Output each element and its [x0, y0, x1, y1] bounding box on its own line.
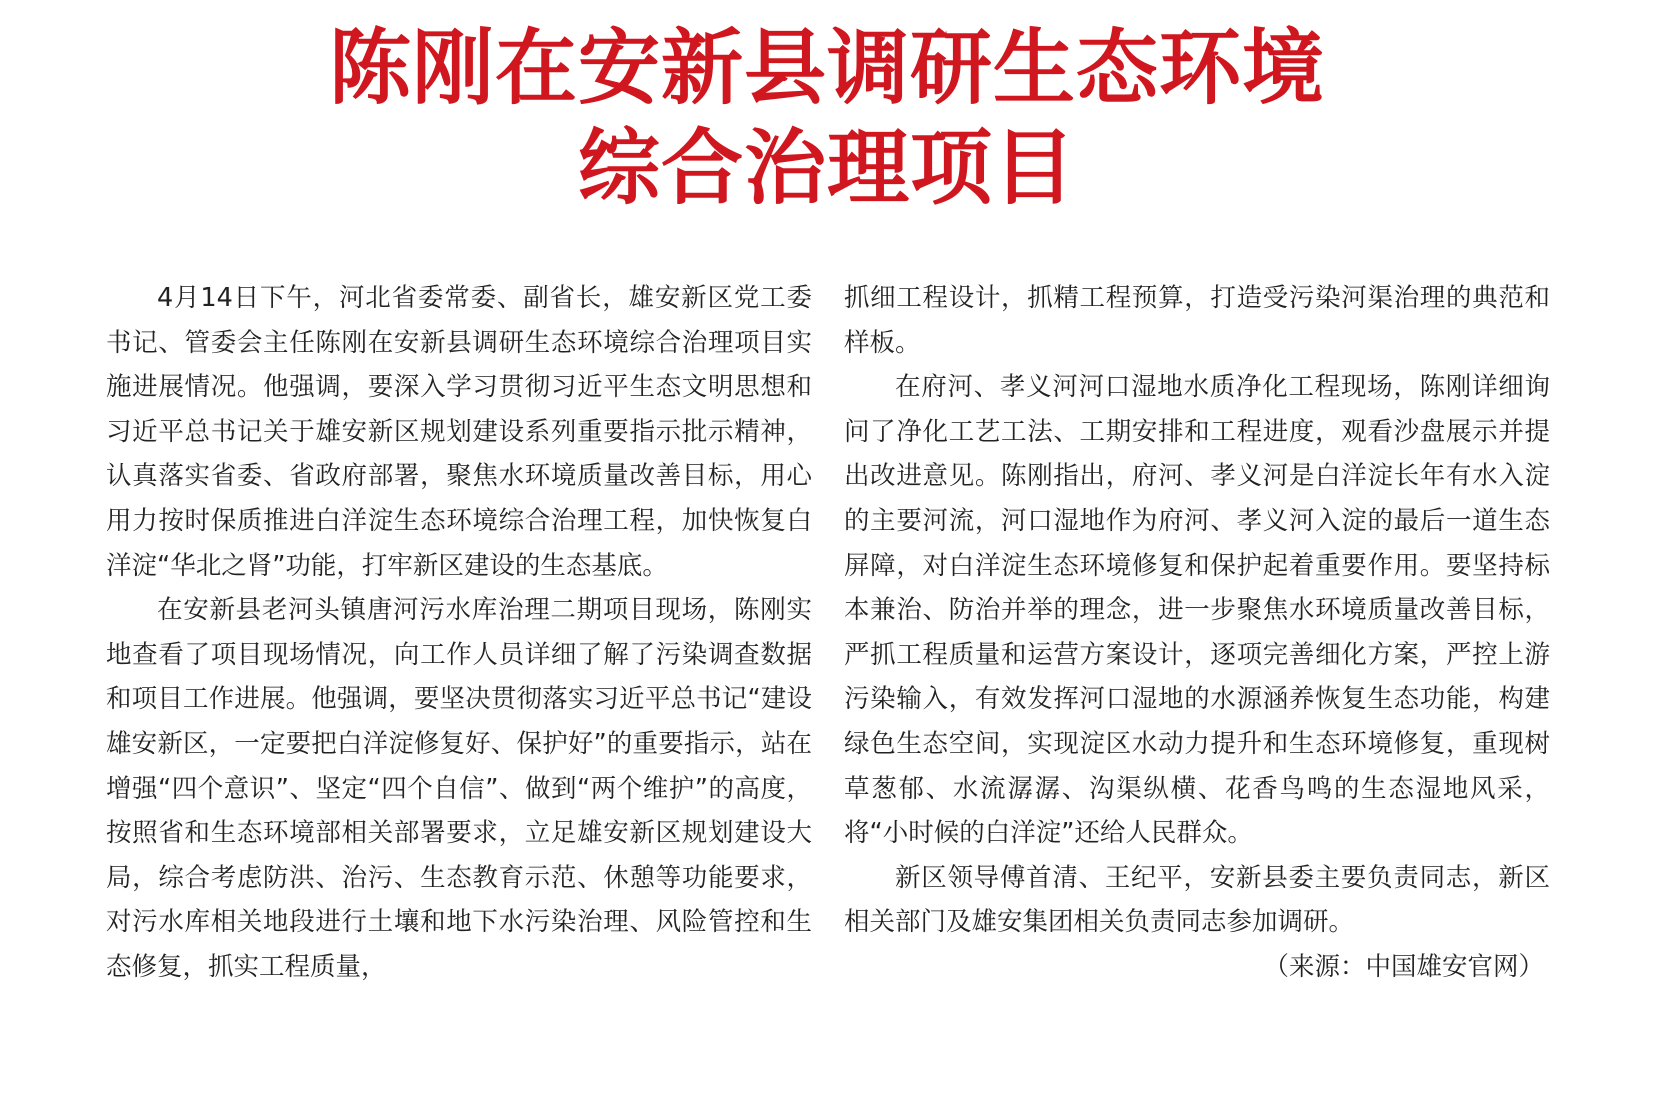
- headline: [0, 18, 1654, 218]
- article-column-left: [106, 276, 812, 990]
- article-paragraph: 新区领导傅首清、王纪平，安新县委主要负责同志，新区相关部门及雄安集团相关负责同志参加调研。: [844, 862, 1550, 938]
- article-source: （来源：中国雄安官网）: [1263, 951, 1544, 982]
- headline-line-2: 综合治理项目: [577, 120, 1076, 216]
- article-column-right: [844, 276, 1550, 990]
- article-paragraph: 在府河、孝义河河口湿地水质净化工程现场，陈刚详细询问了净化工艺工法、工期安排和工程进度，观看沙盘展示并提出改进意见。陈刚指出，府河、孝义河是白洋淀长年有水入淀的主要河流，河口湿地作为府河、孝义河入淀的最后一道生态屏障，对白洋淀生态环境修复和保护起着重要作用。要坚持标本兼治、防治并举的理念，进一步聚焦水环境质量改善目标，严抓工程质量和运营方案设计，逐项完善细化方案，严控上游污染输入，有效发挥河口湿地的水源涵养恢复生态功能，构建绿色生态空间，实现淀区水动力提升和生态环境修复，重现树草葱郁、水流潺潺、沟渠纵横、花香鸟鸣的生态湿地风采，将“小时候的白洋淀”还给人民群众。: [844, 372, 1550, 849]
- article-paragraph: 4月14日下午，河北省委常委、副省长，雄安新区党工委书记、管委会主任陈刚在安新县调研生态环境综合治理项目实施进展情况。他强调，要深入学习贯彻习近平生态文明思想和习近平总书记关于雄安新区规划建设系列重要指示批示精神，认真落实省委、省政府部署，聚焦水环境质量改善目标，用心用力按时保质推进白洋淀生态环境综合治理工程，加快恢复白洋淀“华北之肾”功能，打牢新区建设的生态基底。: [106, 283, 812, 581]
- article-paragraph: 在安新县老河头镇唐河污水库治理二期项目现场，陈刚实地查看了项目现场情况，向工作人员详细了解了污染调查数据和项目工作进展。他强调，要坚决贯彻落实习近平总书记“建设雄安新区，一定要把白洋淀修复好、保护好”的重要指示，站在增强“四个意识”、坚定“四个自信”、做到“两个维护”的高度，按照省和生态环境部相关部署要求，立足雄安新区规划建设大局，综合考虑防洪、治污、生态教育示范、休憩等功能要求，对污水库相关地段进行土壤和地下水污染治理、风险管控和生态修复，抓实工程质量，: [106, 595, 812, 982]
- headline-line-1: 陈刚在安新县调研生态环境: [328, 20, 1325, 116]
- article-body: [106, 276, 1550, 990]
- article-paragraph-continued: 抓细工程设计，抓精工程预算，打造受污染河渠治理的典范和样板。: [844, 283, 1550, 358]
